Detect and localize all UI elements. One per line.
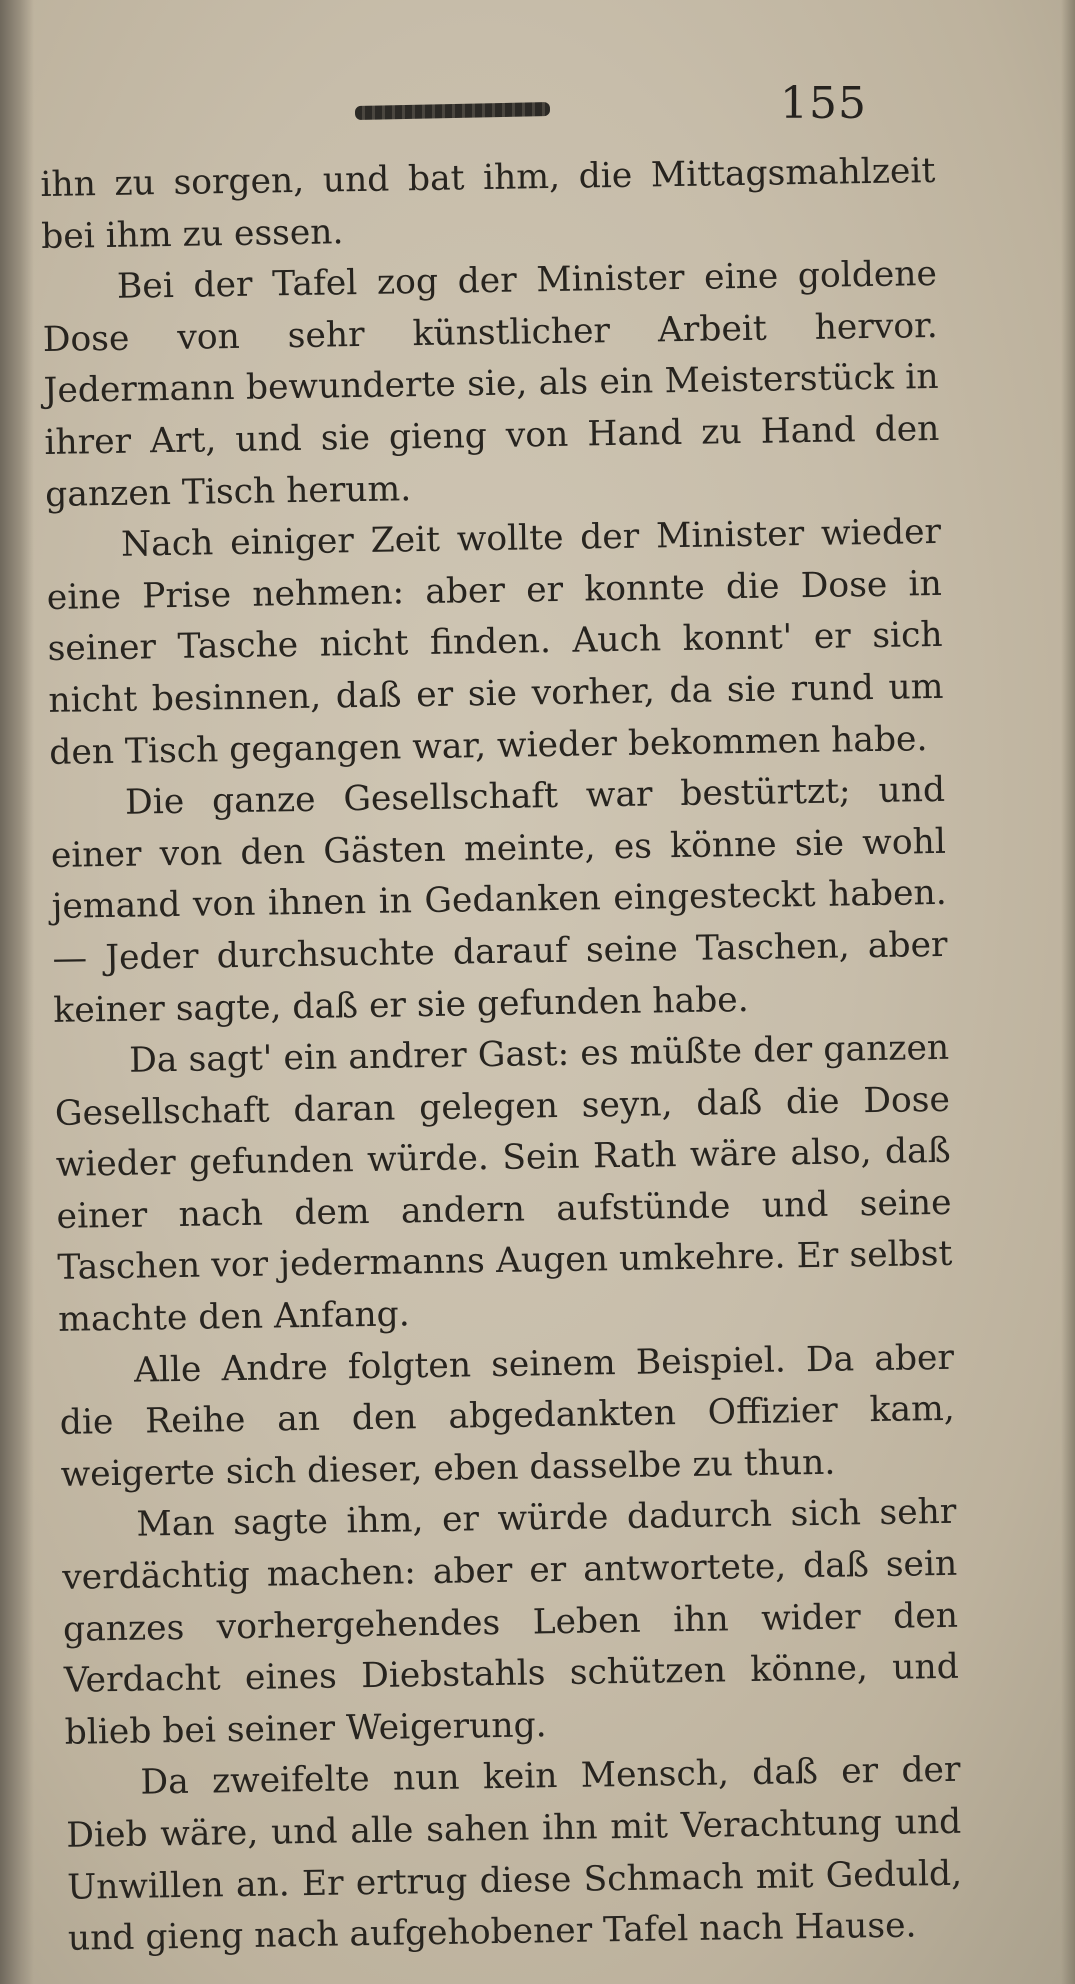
body-text <box>40 146 963 1966</box>
page-number: 155 <box>780 78 867 129</box>
header-ornament-rule <box>355 102 550 120</box>
paragraph: Die ganze Gesellschaft war bestürtzt; und einer von den Gästen meinte, es könne sie wohl jemand von ihnen in Gedanken eingesteckt haben. — Jeder durchsuchte darauf seine Taschen, aber keiner sagte, daß er sie gefunden habe. <box>50 769 948 1031</box>
paragraph: Da sagt' ein andrer Gast: es müßte der ganzen Gesellschaft daran gelegen seyn, daß die Dose wieder gefunden würde. Sein Rath wäre also, daß einer nach dem andern aufstünde und seine Taschen vor jedermanns Augen umkehre. Er selbst machte den Anfang. <box>54 1027 953 1340</box>
paragraph: Nach einiger Zeit wollte der Minister wieder eine Prise nehmen: aber er konnte die Dose in seiner Tasche nicht finden. Auch konnt' er sich nicht besinnen, daß er sie vorher, da sie rund um den Tisch gegangen war, wieder bekommen habe. <box>46 512 944 773</box>
paragraph: Bei der Tafel zog der Minister eine goldene Dose von sehr künstlicher Arbeit hervor. Jedermann bewunderte sie, als ein Meisterstück in ihrer Art, und sie gieng von Hand zu Hand den ganzen Tisch herum. <box>42 254 940 515</box>
binding-shadow <box>0 0 34 1984</box>
paragraph: Man sagte ihm, er würde dadurch sich sehr verdächtig machen: aber er antwortete, daß sein ganzes vorhergehendes Leben ihn wider den Verdacht eines Diebstahls schützen könne, und blieb bei seiner Weigerung. <box>61 1492 960 1753</box>
paragraph-continued: ihn zu sorgen, und bat ihm, die Mittagsmahlzeit bei ihm zu essen. <box>40 150 936 257</box>
paragraph: Da zweifelte nun kein Mensch, daß er der Dieb wäre, und alle sahen ihn mit Verachtung und Unwillen an. Er ertrug diese Schmach mit Geduld, und gieng nach aufgehobener Tafel nach Hause. <box>66 1750 963 1959</box>
page-edge-shadow <box>1061 0 1075 1984</box>
paragraph: Alle Andre folgten seinem Beispiel. Da aber die Reihe an den abgedankten Offizier kam, weigerte sich dieser, eben dasselbe zu thun. <box>59 1337 956 1495</box>
